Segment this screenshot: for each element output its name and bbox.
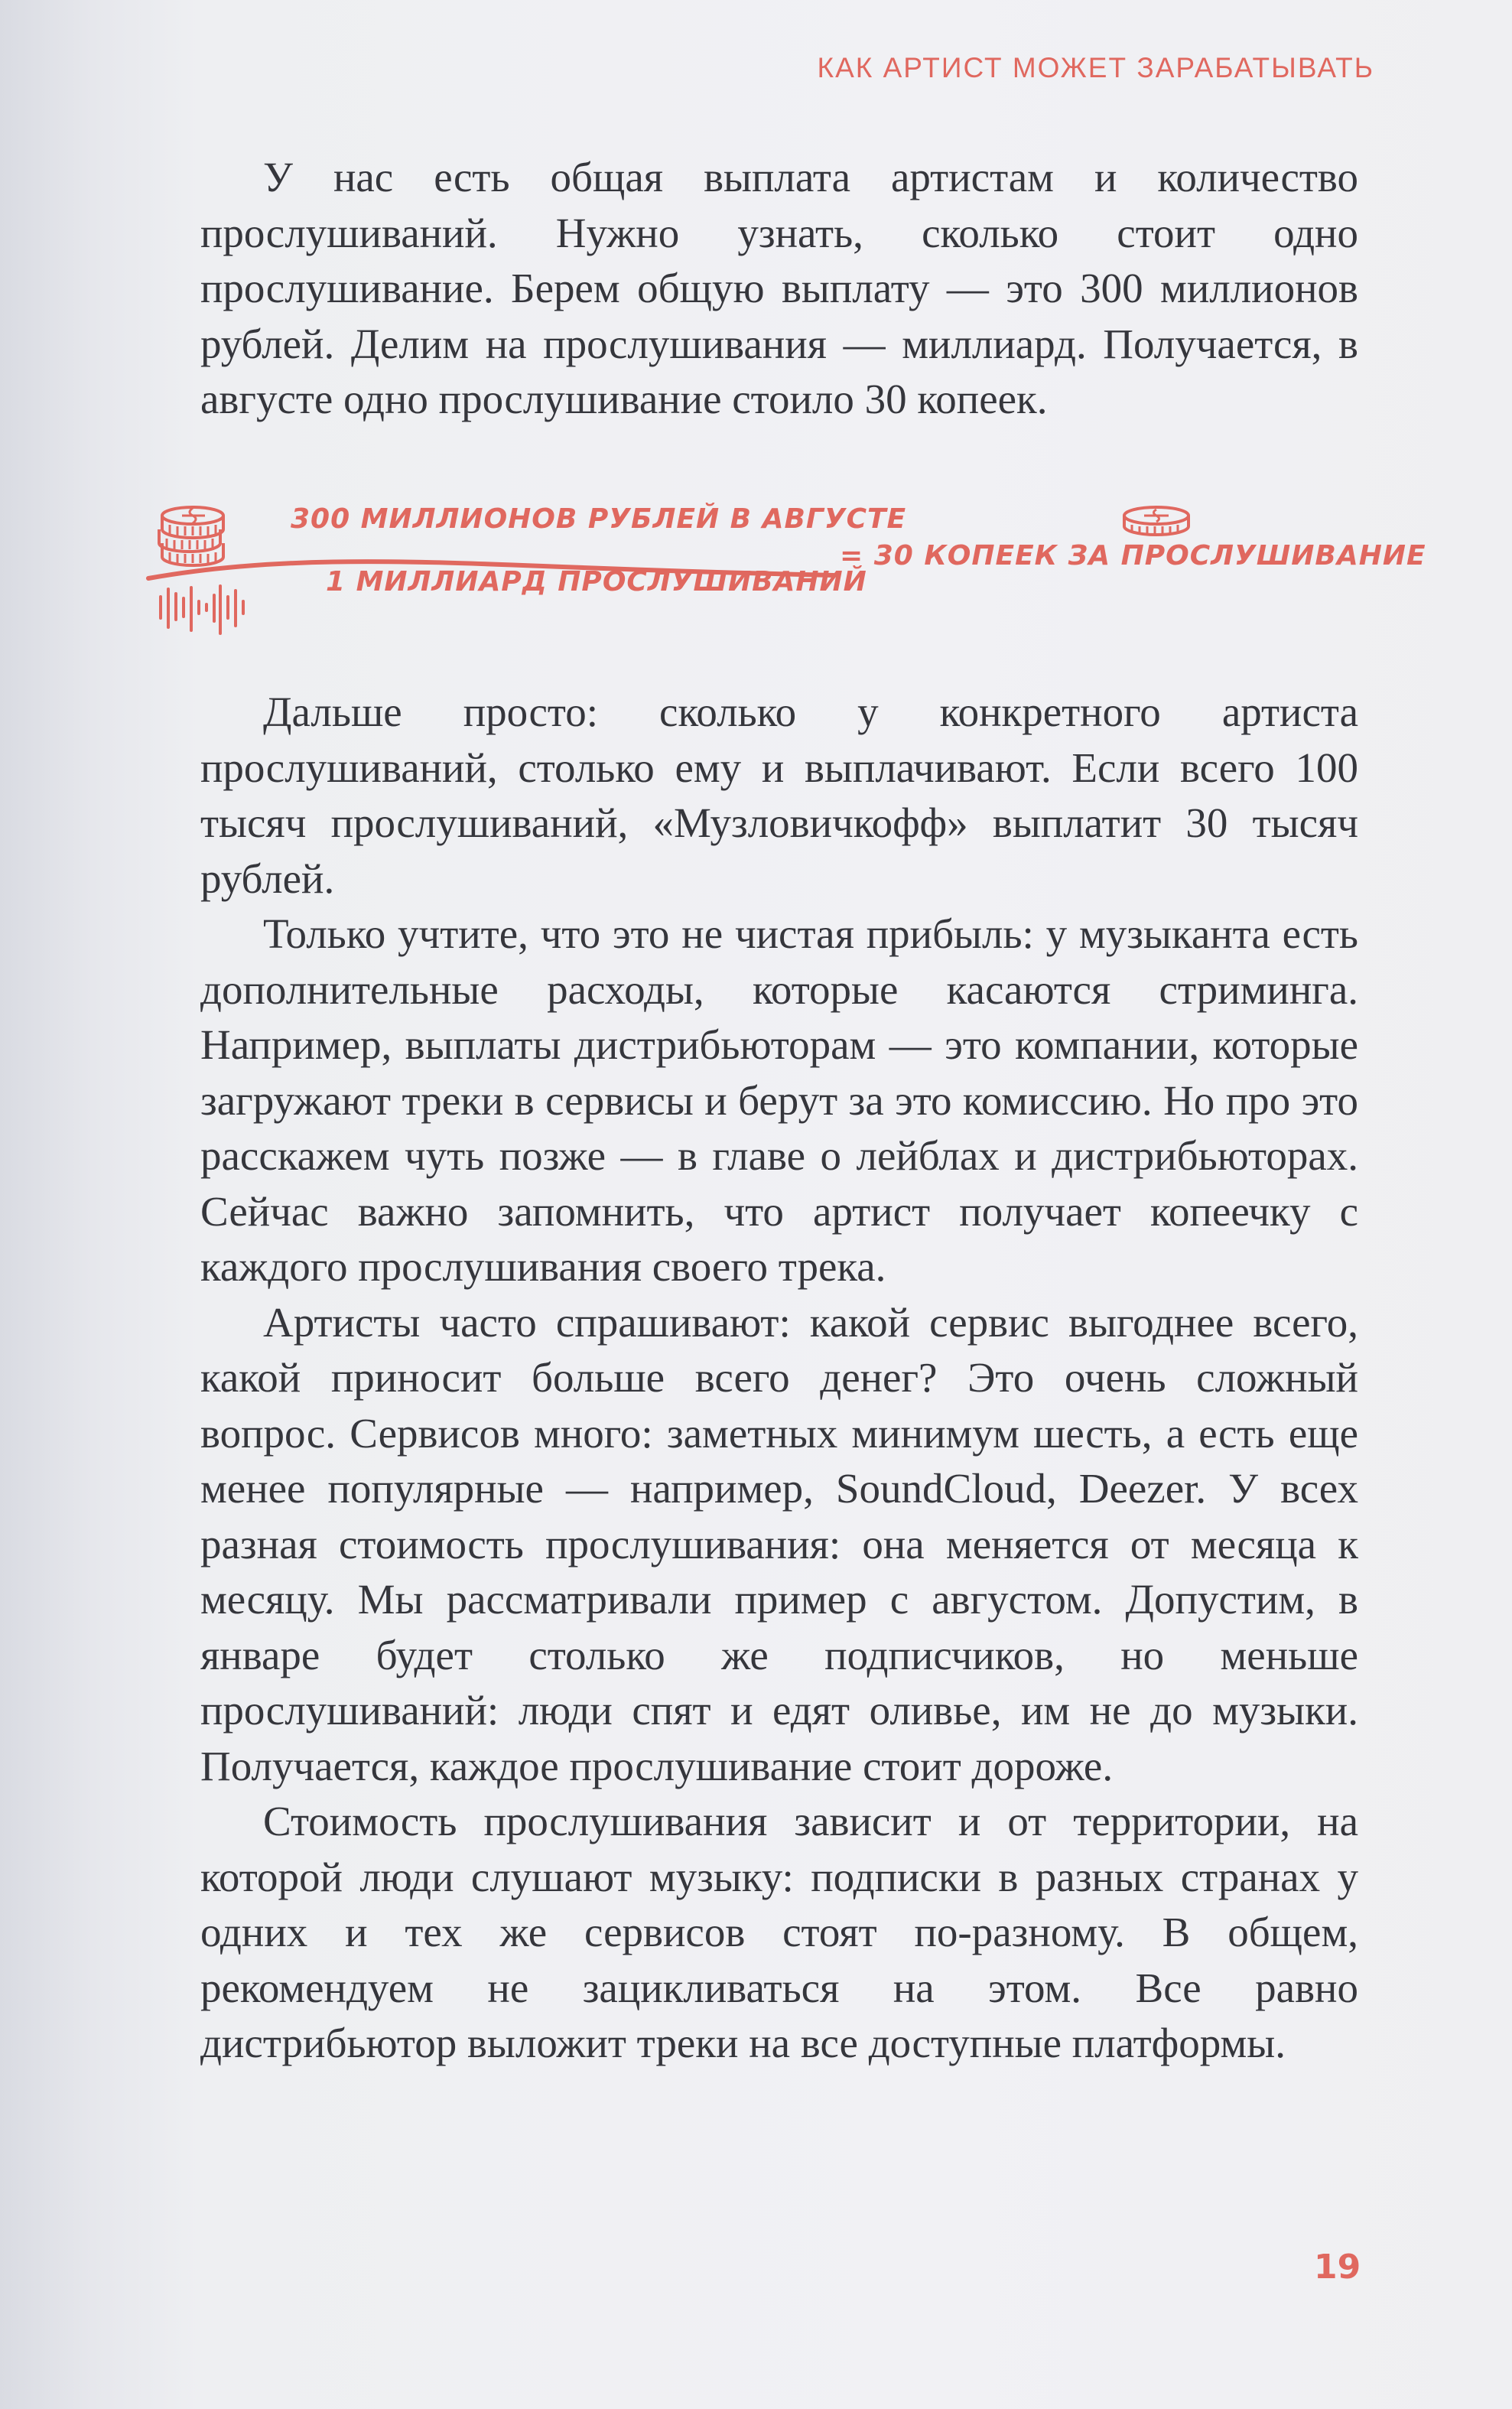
coin-stack-icon xyxy=(159,507,223,565)
paragraph: Артисты часто спрашивают: какой сервис выгоднее всего, какой приносит больше всего денег? Это очень сложный вопрос. Сервисов много: заметных минимум шесть, а есть еще менее популярные — например, SoundCloud, Deezer. У всех разная стоимость прослушивания: она меняется от месяца к месяцу. Мы рассматривали пример с августом. Допустим, в январе будет столько же подписчиков, но меньше прослушиваний: люди спят и едят оливье, им не до музыки. Получается, каждое прослушивание стоит дороже. xyxy=(200,1298,1358,1789)
text-block-intro xyxy=(200,150,1358,428)
formula-denominator: 1 МИЛЛИАРД ПРОСЛУШИВАНИЙ xyxy=(326,566,867,597)
paragraph: Дальше просто: сколько у конкретного артиста прослушиваний, столько ему и выплачивают. Если всего 100 тысяч прослушиваний, «Музловичкофф» выплатит 30 тысяч рублей. xyxy=(200,689,1358,902)
page-number: 19 xyxy=(1314,2248,1361,2287)
paragraph: Только учтите, что это не чистая прибыль: у музыканта есть дополнительные расходы, которые касаются стриминга. Например, выплаты дистрибьюторам — это компании, которые загружают треки в сервисы и берут за это комиссию. Но про это расскажем чуть позже — в главе о лейблах и дистрибьюторах. Сейчас важно запомнить, что артист получает копеечку с каждого прослушивания своего трека. xyxy=(200,910,1358,1290)
formula-numerator: 300 МИЛЛИОНОВ РУБЛЕЙ В АВГУСТЕ xyxy=(291,503,907,535)
formula-illustration xyxy=(145,490,1426,643)
paragraph: Стоимость прослушивания зависит и от территории, на которой люди слушают музыку: подписки в разных странах у одних и тех же сервисов стоят по-разному. В общем, рекомендуем не зацикливаться на этом. Все равно дистрибьютор выложит треки на все доступные платформы. xyxy=(200,1798,1358,2066)
paragraph: У нас есть общая выплата артистам и количество прослушиваний. Нужно узнать, сколько стоит одно прослушивание. Берем общую выплату — это 300 миллионов рублей. Делим на прослушивания — миллиард. Получается, в августе одно прослушивание стоило 30 копеек. xyxy=(200,154,1358,422)
running-header-title: КАК АРТИСТ МОЖЕТ ЗАРАБАТЫВАТЬ xyxy=(817,52,1374,83)
sound-wave-icon xyxy=(161,586,243,633)
formula-result: = 30 КОПЕЕК ЗА ПРОСЛУШИВАНИЕ xyxy=(840,540,1426,571)
coin-icon xyxy=(1124,507,1188,535)
text-block-main xyxy=(200,685,1358,2072)
